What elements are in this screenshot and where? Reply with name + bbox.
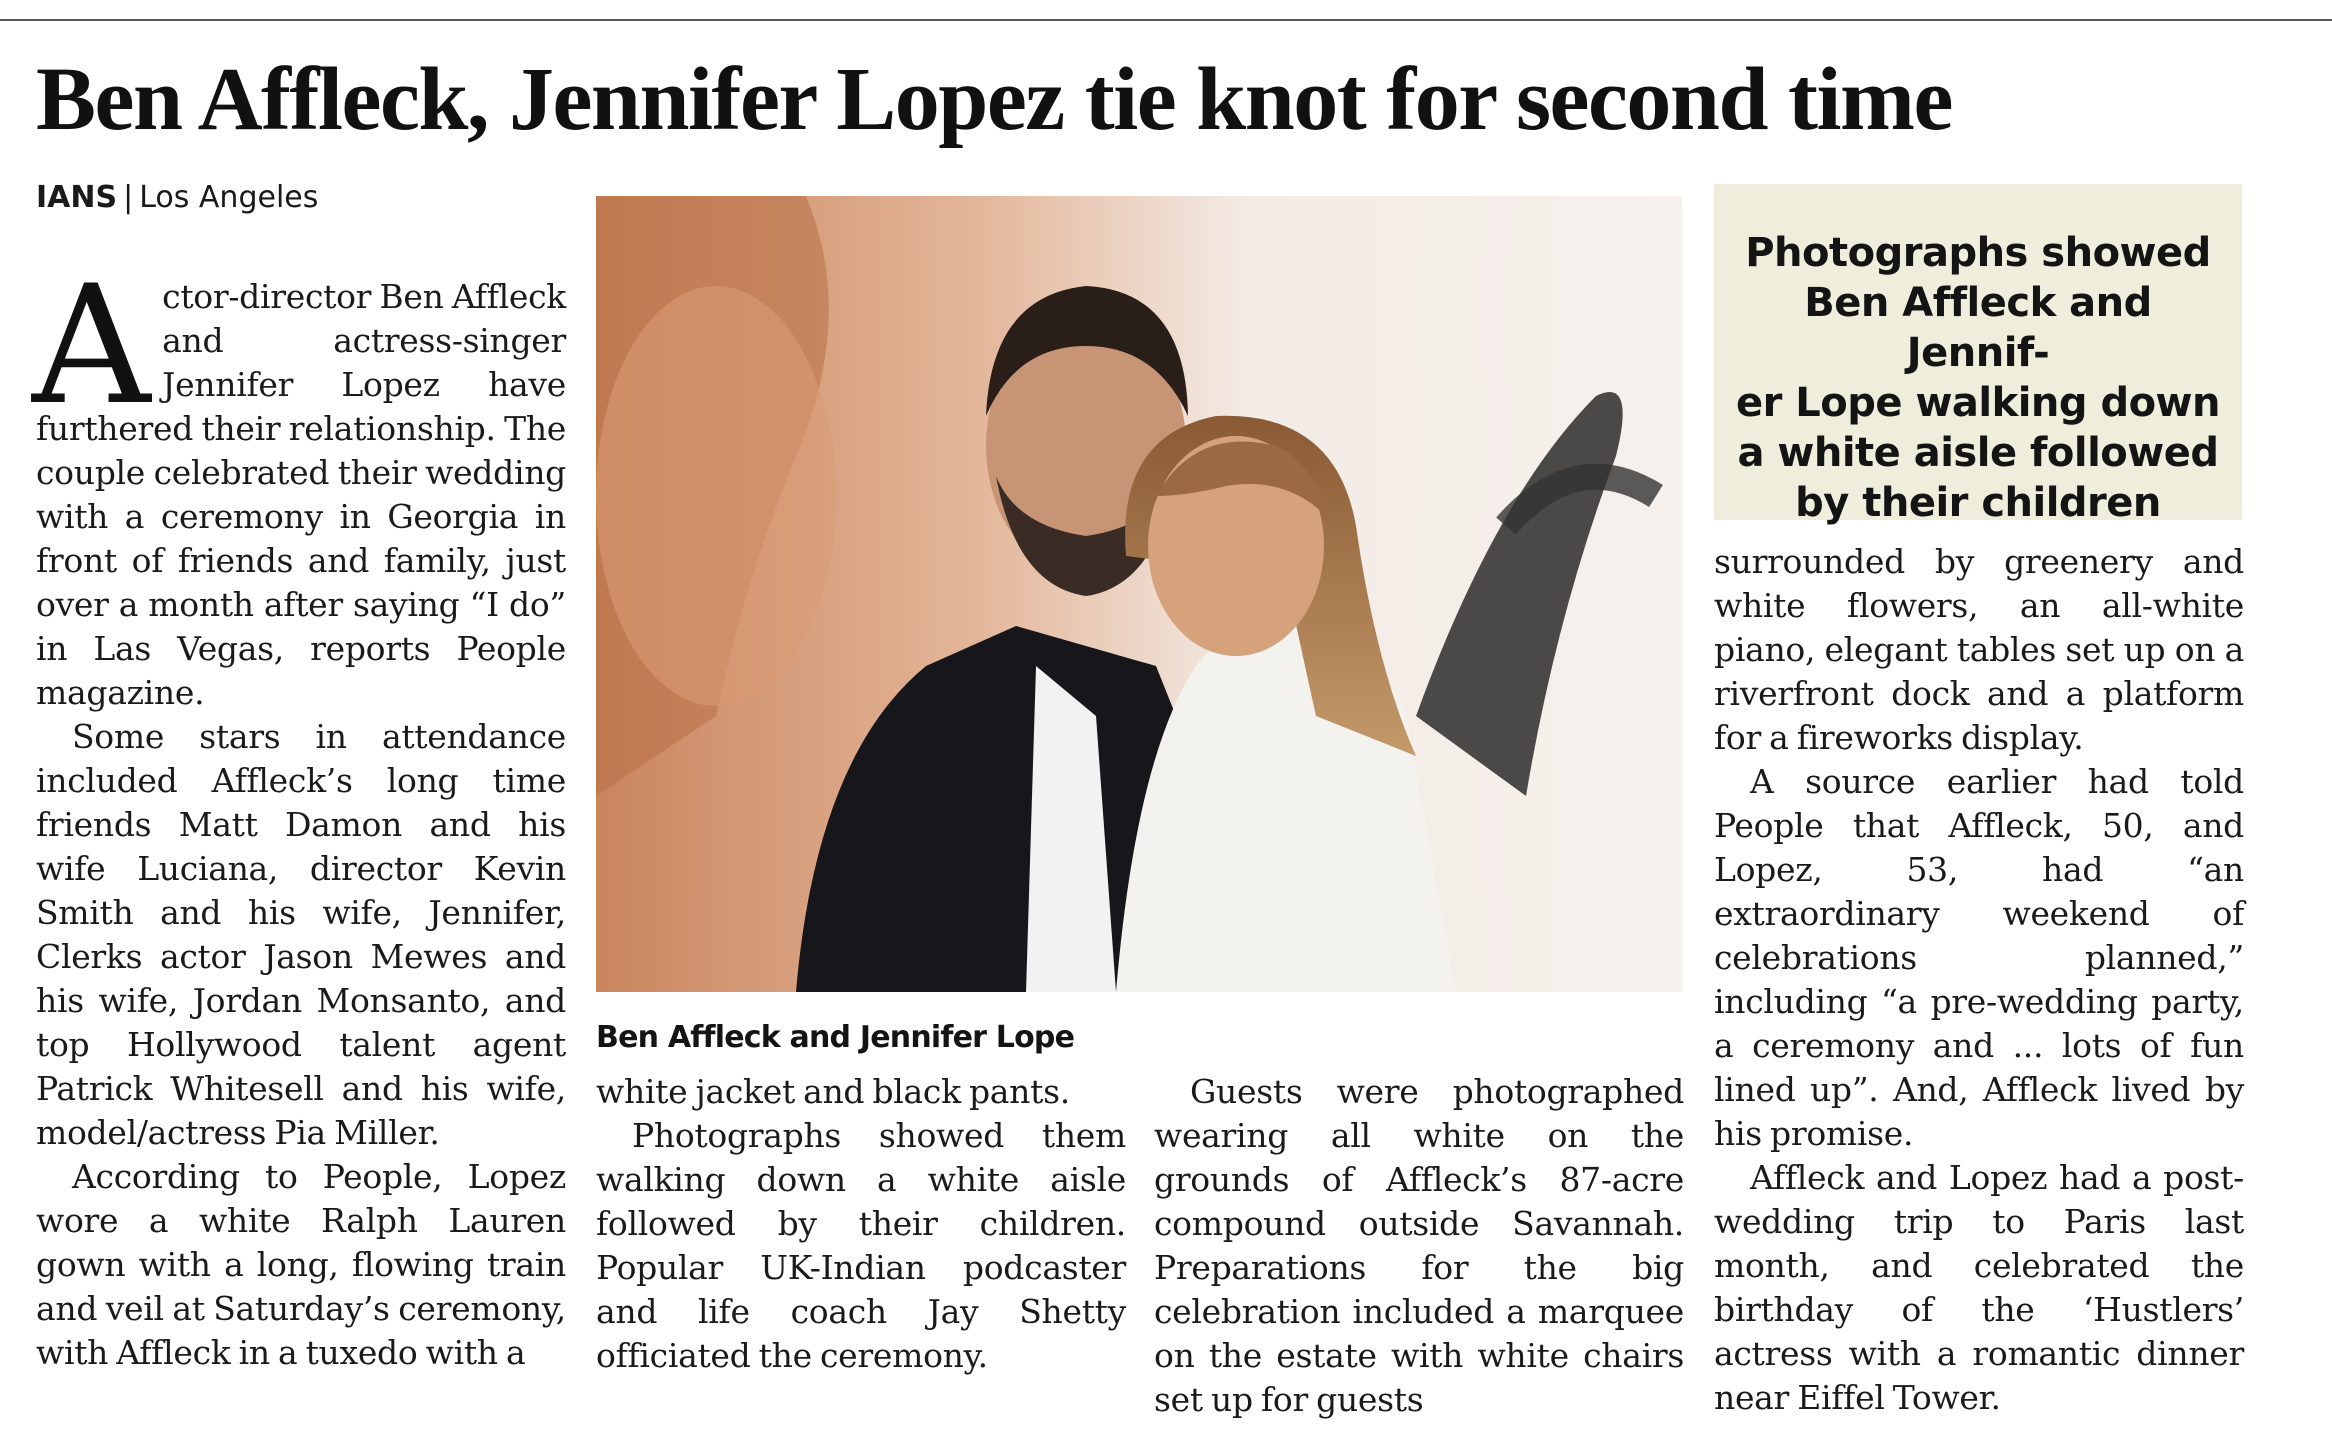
article-column-1 (32, 250, 566, 1390)
paragraph: white jacket and black pants. (596, 1072, 1070, 1111)
paragraph: Guests were photographed wearing all white on the grounds of Affleck’s 87-acre compound outside Savannah. Preparations for the big celebration included a marquee on the estate with white chairs set up for guests (1154, 1072, 1684, 1419)
paragraph-text: ctor-director Ben Affleck and actress-singer Jennifer Lopez have furthered their relationship. The couple celebrated their wedding with a ceremony in Georgia in front of friends and family, just over a month after saying “I do” in Las Vegas, reports People magazine. (36, 277, 566, 712)
paragraph: A source earlier had told People that Affleck, 50, and Lopez, 53, had “an extraordinary weekend of celebrations planned,” including “a pre-wedding party, a ceremony and ... lots of fun lined up”. And, Affleck lived by his promise. (1714, 762, 2244, 1153)
photo-caption: Ben Affleck and Jennifer Lope (596, 1020, 1075, 1055)
top-rule (0, 19, 2332, 21)
headline: Ben Affleck, Jennifer Lopez tie knot for second time (36, 50, 1952, 149)
paragraph (32, 250, 566, 715)
article-column-4 (1714, 540, 2244, 1417)
photo-illustration (596, 196, 1682, 992)
drop-cap: A (32, 250, 151, 441)
byline (36, 176, 318, 220)
paragraph: surrounded by greenery and white flowers, an all-white piano, elegant tables set up on a riverfront dock and a platform for a fireworks display. (1714, 542, 2244, 757)
paragraph: Photographs showed them walking down a white aisle followed by their children. Popular UK-Indian podcaster and life coach Jay Shetty officiated the ceremony. (596, 1116, 1126, 1375)
byline-separator: | (123, 180, 134, 215)
byline-location: Los Angeles (139, 180, 319, 215)
paragraph: Affleck and Lopez had a post-wedding trip to Paris last month, and celebrated the birthday of the ‘Hustlers’ actress with a romantic dinner near Eiffel Tower. (1714, 1158, 2244, 1417)
paragraph: Some stars in attendance included Affleck’s long time friends Matt Damon and his wife Luciana, director Kevin Smith and his wife, Jennifer, Clerks actor Jason Mewes and his wife, Jordan Monsanto, and top Hollywood talent agent Patrick Whitesell and his wife, model/actress Pia Miller. (36, 717, 566, 1152)
paragraph: According to People, Lopez wore a white Ralph Lauren gown with a long, flowing train and veil at Saturday’s ceremony, with Affleck in a tuxedo with a (36, 1157, 566, 1372)
article-photo (596, 196, 1682, 992)
article-column-3 (1154, 1070, 1684, 1419)
pull-quote: Photographs showed Ben Affleck and Jennif- er Lope walking down a white aisle followed by their children (1714, 184, 2242, 520)
byline-agency: IANS (36, 180, 118, 215)
article-column-2 (596, 1070, 1126, 1390)
